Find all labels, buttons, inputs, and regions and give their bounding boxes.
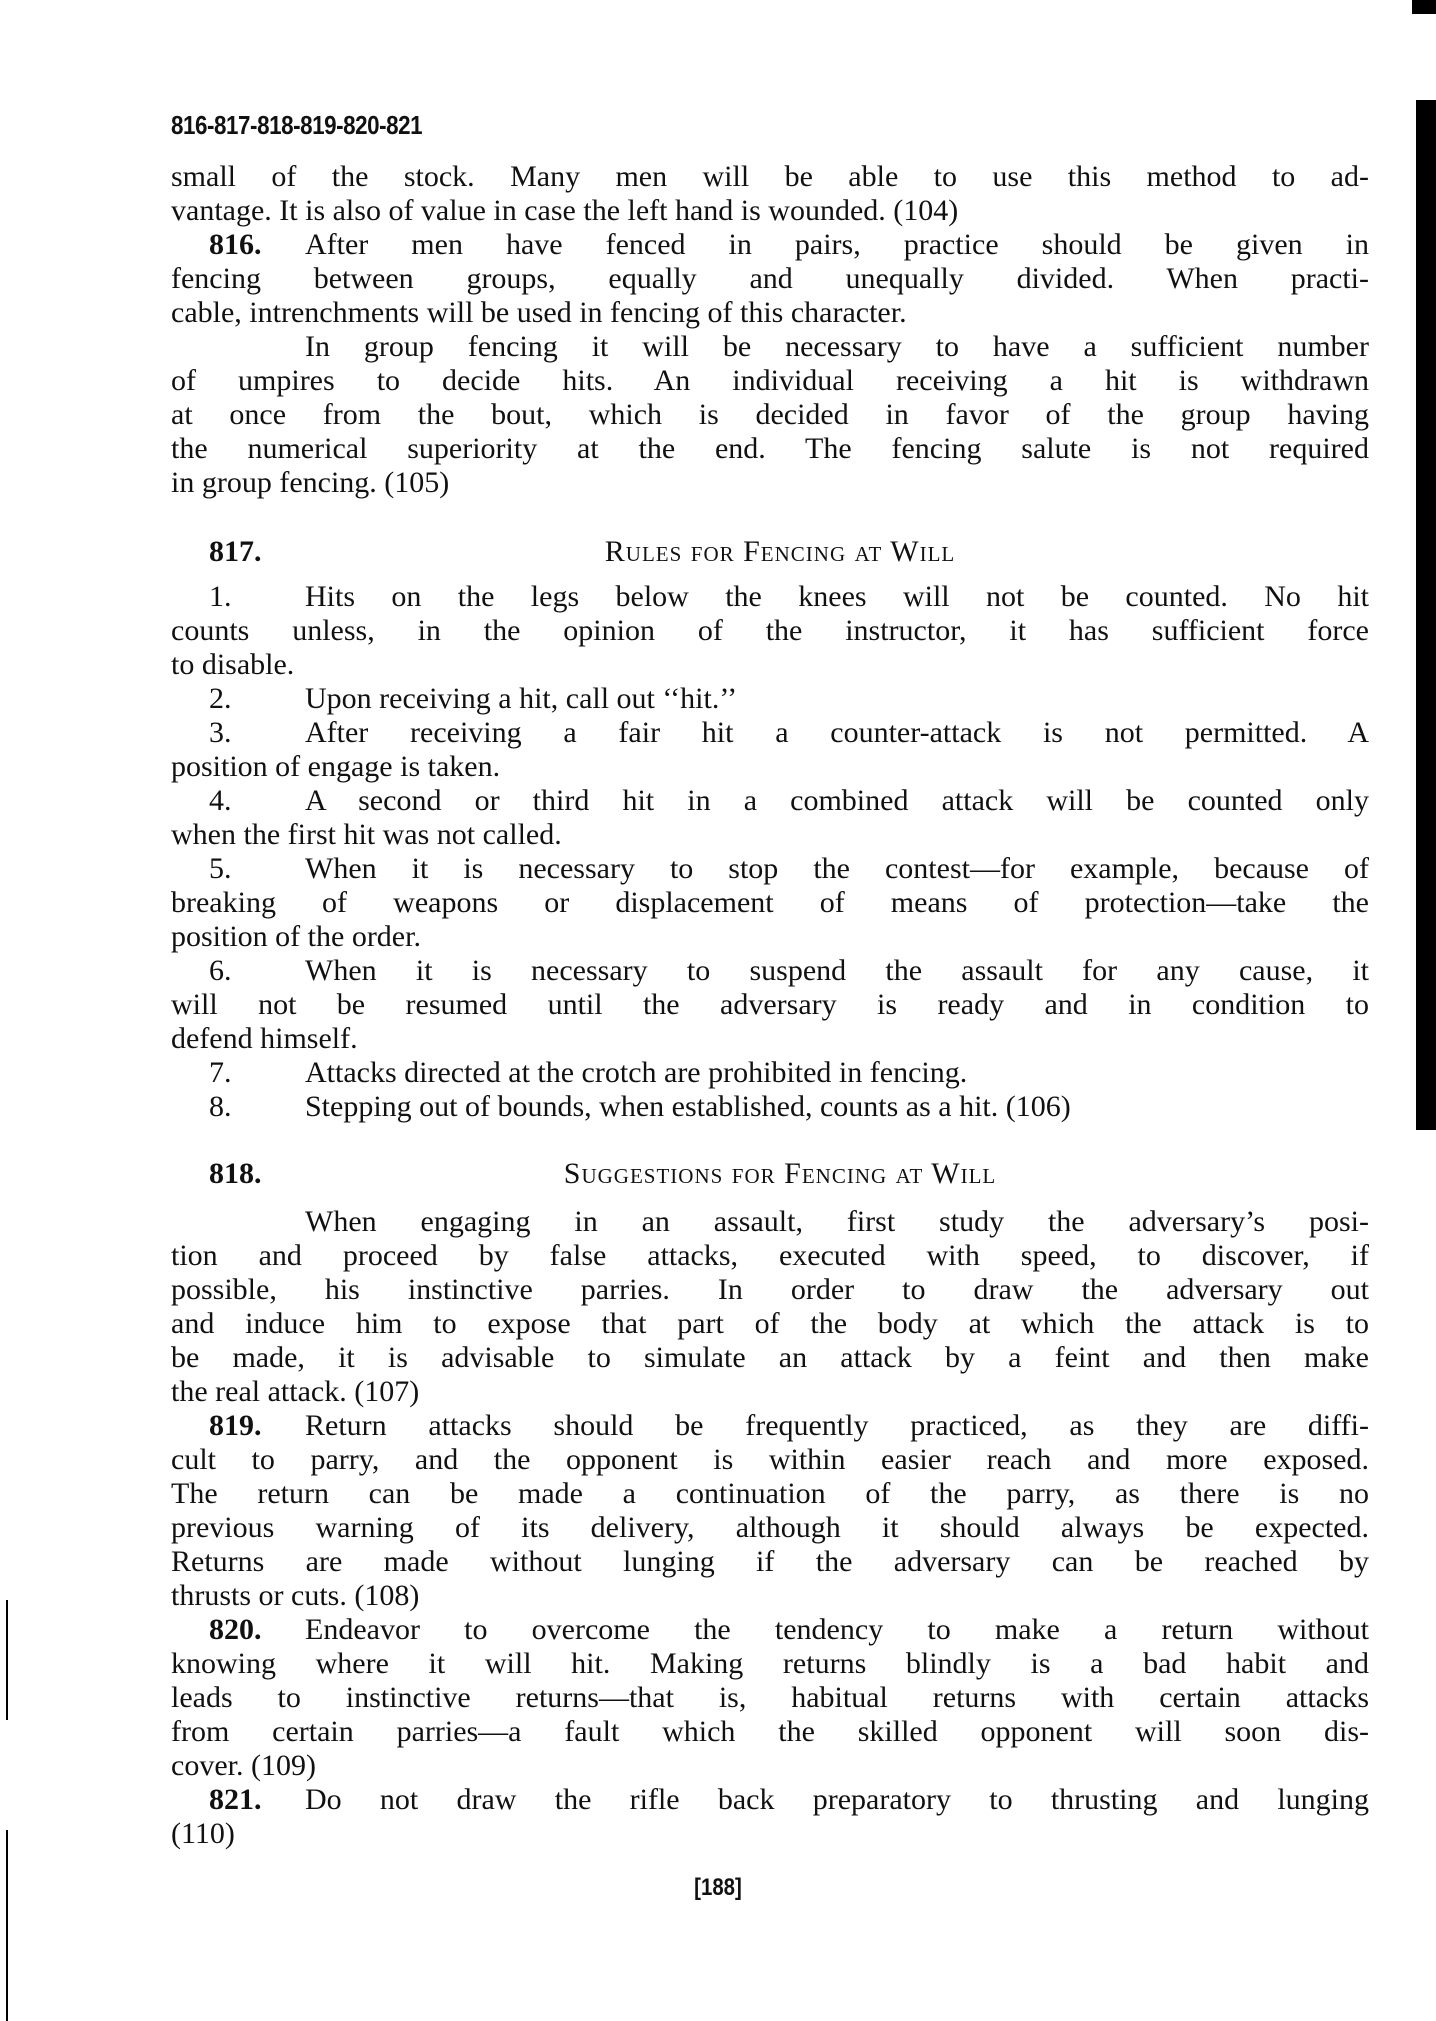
rule-item [171,784,1369,852]
line-text: breaking of weapons or displacement of means of protection—take the [171,886,1369,919]
text-line [171,262,1369,296]
line-text: Do not draw the rifle back preparatory to thrusting and lunging [305,1783,1369,1816]
item-number: 1. [209,580,232,613]
item-number: 6. [209,954,232,987]
text-line [171,398,1369,432]
scan-edge-shadow [1416,100,1436,1130]
line-text: to disable. [171,648,295,681]
line-text: cult to parry, and the opponent is within easier reach and more exposed. [171,1443,1369,1476]
text-line [171,886,1369,920]
line-text: When it is necessary to stop the contest—for example, because of [305,852,1369,885]
text-line [171,1239,1369,1273]
text-line [171,296,1369,330]
section-title: Rules for Fencing at Will [604,535,956,568]
line-text: (110) [171,1817,235,1850]
item-number: 820. [209,1613,262,1646]
text-line [171,228,1369,262]
text-line [171,818,1369,852]
line-text: and induce him to expose that part of the body at which the attack is to [171,1307,1369,1340]
rule-item [171,1056,1369,1090]
text-line [171,1477,1369,1511]
line-text: tion and proceed by false attacks, executed with speed, to discover, if [171,1239,1369,1272]
text-line [171,160,1369,194]
line-text: counts unless, in the opinion of the instructor, it has sufficient force [171,614,1369,647]
text-line [171,1205,1369,1239]
text-line [171,784,1369,818]
text-line [171,1307,1369,1341]
line-text: After receiving a fair hit a counter-attack is not permitted. A [305,716,1369,749]
line-text: of umpires to decide hits. An individual receiving a hit is withdrawn [171,364,1369,397]
paragraph [171,1783,1369,1851]
line-text: thrusts or cuts. (108) [171,1579,420,1612]
line-text: Return attacks should be frequently practiced, as they are diffi- [305,1409,1369,1442]
line-text: small of the stock. Many men will be able to use this method to ad- [171,160,1369,193]
item-number: 4. [209,784,232,817]
line-text: the real attack. (107) [171,1375,420,1408]
text-line [171,988,1369,1022]
text-line [171,1409,1369,1443]
line-text: when the first hit was not called. [171,818,562,851]
text-line [171,1817,1369,1851]
section-number: 818. [209,1157,262,1190]
line-text: Hits on the legs below the knees will not be counted. No hit [305,580,1369,613]
text-line [171,954,1369,988]
line-text: Upon receiving a hit, call out ‘‘hit.’’ [305,682,738,715]
text-line [171,1681,1369,1715]
section-number: 817. [209,535,262,568]
line-text: Returns are made without lunging if the adversary can be reached by [171,1545,1369,1578]
scan-edge-top [1412,0,1436,14]
line-text: Attacks directed at the crotch are prohibited in fencing. [305,1056,968,1089]
text-line [171,1022,1369,1056]
rule-item [171,580,1369,682]
line-text: Stepping out of bounds, when established, counts as a hit. (106) [305,1090,1071,1123]
item-number: 7. [209,1056,232,1089]
text-line [171,432,1369,466]
item-number: 2. [209,682,232,715]
paragraph [171,1409,1369,1613]
rule-item [171,954,1369,1056]
paragraph [171,1205,1369,1409]
line-text: In group fencing it will be necessary to have a sufficient number [305,330,1369,363]
item-number: 816. [209,228,262,261]
text-line [171,716,1369,750]
item-number: 3. [209,716,232,749]
line-text: be made, it is advisable to simulate an attack by a feint and then make [171,1341,1369,1374]
line-text: previous warning of its delivery, although it should always be expected. [171,1511,1369,1544]
text-line [171,1090,1369,1124]
text-line [171,1613,1369,1647]
text-line [171,750,1369,784]
paragraph [171,228,1369,330]
text-line [171,852,1369,886]
section-title: Suggestions for Fencing at Will [563,1157,997,1190]
text-line [171,194,1369,228]
line-text: at once from the bout, which is decided in favor of the group having [171,398,1369,431]
line-text: When engaging in an assault, first study the adversary’s posi- [305,1205,1369,1238]
running-header: 816-817-818-819-820-821 [171,110,423,140]
text-line [171,1579,1369,1613]
paragraph [171,1613,1369,1783]
text-line [171,364,1369,398]
line-text: vantage. It is also of value in case the left hand is wounded. (104) [171,194,959,227]
line-text: After men have fenced in pairs, practice should be given in [305,228,1369,261]
line-text: from certain parries—a fault which the skilled opponent will soon dis- [171,1715,1369,1748]
text-line [171,648,1369,682]
rule-item [171,682,1369,716]
line-text: will not be resumed until the adversary is ready and in condition to [171,988,1369,1021]
line-text: When it is necessary to suspend the assault for any cause, it [305,954,1369,987]
paragraph [171,160,1369,228]
item-number: 821. [209,1783,262,1816]
rule-item [171,852,1369,954]
text-line [171,1783,1369,1817]
text-line [171,1715,1369,1749]
text-line [171,580,1369,614]
item-number: 819. [209,1409,262,1442]
section-heading [171,535,1369,569]
text-line [171,1545,1369,1579]
text-line [171,1375,1369,1409]
line-text: in group fencing. (105) [171,466,450,499]
text-line [171,1443,1369,1477]
line-text: possible, his instinctive parries. In order to draw the adversary out [171,1273,1369,1306]
text-line [171,1647,1369,1681]
text-line [171,614,1369,648]
line-text: Endeavor to overcome the tendency to make a return without [305,1613,1369,1646]
rule-item [171,1090,1369,1124]
line-text: position of the order. [171,920,421,953]
text-line [171,1749,1369,1783]
item-number: 5. [209,852,232,885]
text-line [171,1273,1369,1307]
text-line [171,1341,1369,1375]
line-text: The return can be made a continuation of the parry, as there is no [171,1477,1369,1510]
text-line [171,1511,1369,1545]
line-text: defend himself. [171,1022,358,1055]
item-number: 8. [209,1090,232,1123]
text-line [171,1056,1369,1090]
rule-item [171,716,1369,784]
line-text: the numerical superiority at the end. The fencing salute is not required [171,432,1369,465]
text-line [171,466,1369,500]
line-text: leads to instinctive returns—that is, habitual returns with certain attacks [171,1681,1369,1714]
line-text: position of engage is taken. [171,750,501,783]
section-heading [171,1157,1369,1191]
text-line [171,682,1369,716]
page-number: [188] [694,1874,742,1901]
line-text: fencing between groups, equally and unequally divided. When practi- [171,262,1369,295]
line-text: cable, intrenchments will be used in fencing of this character. [171,296,907,329]
line-text: knowing where it will hit. Making returns blindly is a bad habit and [171,1647,1369,1680]
paragraph [171,330,1369,500]
page-body [171,160,1369,1851]
line-text: cover. (109) [171,1749,316,1782]
text-line [171,920,1369,954]
line-text: A second or third hit in a combined attack will be counted only [305,784,1369,817]
text-line [171,330,1369,364]
scan-edge-left-lower [6,1830,8,2021]
scan-edge-left [6,1600,8,1720]
